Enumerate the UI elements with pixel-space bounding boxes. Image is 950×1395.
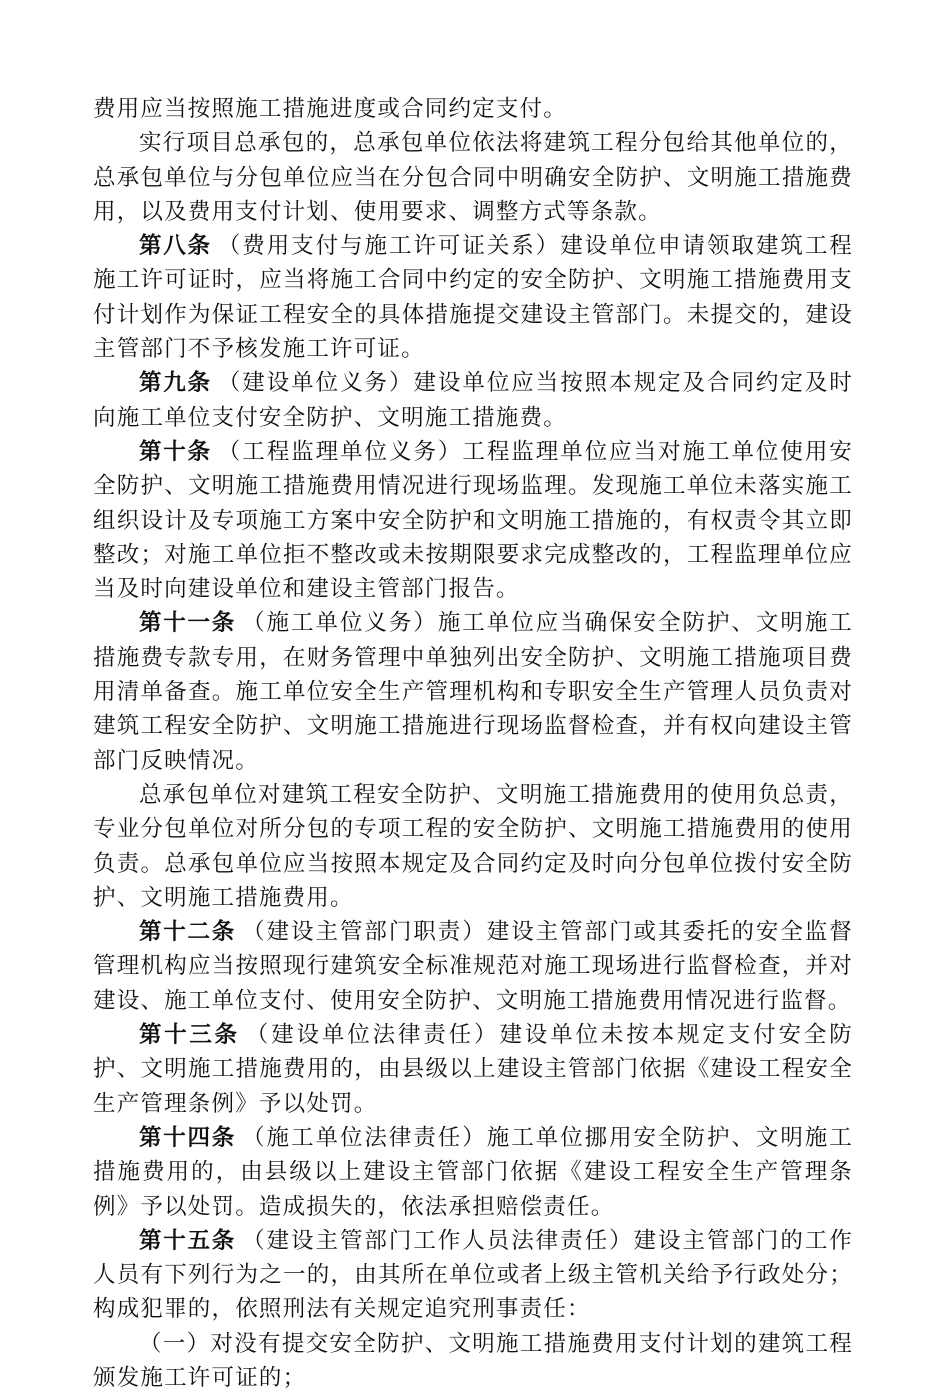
article-text: 建设单位未按本规定支付安全防护、文明施工措施费用的，由县级以上建设主管部门依据《建设工程安全生产管理条例》予以处罚。 — [93, 1022, 853, 1117]
paragraph-payment-schedule — [93, 92, 853, 126]
article-15 — [93, 1224, 853, 1327]
article-number: 第十条 — [139, 438, 212, 465]
article-13 — [93, 1018, 853, 1121]
article-number: 第八条 — [139, 233, 212, 260]
article-14 — [93, 1121, 853, 1224]
article-text: 建设主管部门或其委托的安全监督管理机构应当按照现行建筑安全标准规范对施工现场进行监督检查，并对建设、施工单位支付、使用安全防护、文明施工措施费用情况进行监督。 — [93, 919, 853, 1014]
article-text: 建设主管部门的工作人员有下列行为之一的，由其所在单位或者上级主管机关给予行政处分；构成犯罪的，依照刑法有关规定追究刑事责任： — [93, 1227, 853, 1323]
article-text: 建设单位应当按照本规定及合同约定及时向施工单位支付安全防护、文明施工措施费。 — [93, 370, 853, 431]
article-12 — [93, 915, 853, 1018]
article-title: （工程监理单位义务） — [217, 438, 463, 465]
article-number: 第十四条 — [139, 1124, 237, 1151]
article-number: 第九条 — [139, 370, 212, 397]
article-8 — [93, 229, 853, 366]
article-11 — [93, 606, 853, 777]
list-item-1 — [93, 1327, 853, 1395]
article-10 — [93, 435, 853, 606]
article-title: （建设主管部门职责） — [242, 919, 487, 946]
article-title: （费用支付与施工许可证关系） — [217, 233, 561, 260]
article-text: 施工单位挪用安全防护、文明施工措施费用的，由县级以上建设主管部门依据《建设工程安全生产管理条例》予以处罚。造成损失的，依法承担赔偿责任。 — [93, 1124, 853, 1220]
paragraph-general-contractor-responsibility — [93, 778, 853, 915]
paragraph-general-contracting — [93, 126, 853, 229]
article-number: 第十二条 — [139, 919, 237, 946]
article-title: （建设主管部门工作人员法律责任） — [242, 1227, 634, 1254]
article-text: 建设单位申请领取建筑工程施工许可证时，应当将施工合同中约定的安全防护、文明施工措施费用支付计划作为保证工程安全的具体措施提交建设主管部门。未提交的，建设主管部门不予核发施工许可证。 — [93, 233, 853, 363]
document-page — [93, 92, 853, 1395]
article-9 — [93, 366, 853, 435]
paragraph-text: 实行项目总承包的，总承包单位依法将建筑工程分包给其他单位的，总承包单位与分包单位应当在分包合同中明确安全防护、文明施工措施费用，以及费用支付计划、使用要求、调整方式等条款。 — [93, 130, 853, 225]
article-title: （施工单位义务） — [242, 610, 438, 637]
article-number: 第十三条 — [139, 1022, 240, 1049]
article-title: （施工单位法律责任） — [242, 1124, 487, 1151]
article-text: 施工单位应当确保安全防护、文明施工措施费专款专用，在财务管理中单独列出安全防护、文明施工措施项目费用清单备查。施工单位安全生产管理机构和专职安全生产管理人员负责对建筑工程安全防护、文明施工措施进行现场监督检查，并有权向建设主管部门反映情况。 — [93, 610, 853, 774]
list-item-text: （一）对没有提交安全防护、文明施工措施费用支付计划的建筑工程颁发施工许可证的； — [93, 1330, 853, 1391]
article-title: （建设单位义务） — [217, 370, 414, 397]
paragraph-text: 总承包单位对建筑工程安全防护、文明施工措施费用的使用负总责，专业分包单位对所分包的专项工程的安全防护、文明施工措施费用的使用负责。总承包单位应当按照本规定及合同约定及时向分包单位拨付安全防护、文明施工措施费用。 — [93, 781, 853, 911]
article-title: （建设单位法律责任） — [245, 1022, 500, 1049]
article-number: 第十一条 — [139, 610, 237, 637]
article-number: 第十五条 — [139, 1227, 237, 1254]
article-text: 工程监理单位应当对施工单位使用安全防护、文明施工措施费用情况进行现场监理。发现施工单位未落实施工组织设计及专项施工方案中安全防护和文明施工措施的，有权责令其立即整改；对施工单位拒不整改或未按期限要求完成整改的，工程监理单位应当及时向建设单位和建设主管部门报告。 — [93, 438, 853, 603]
paragraph-text: 费用应当按照施工措施进度或合同约定支付。 — [93, 96, 568, 122]
